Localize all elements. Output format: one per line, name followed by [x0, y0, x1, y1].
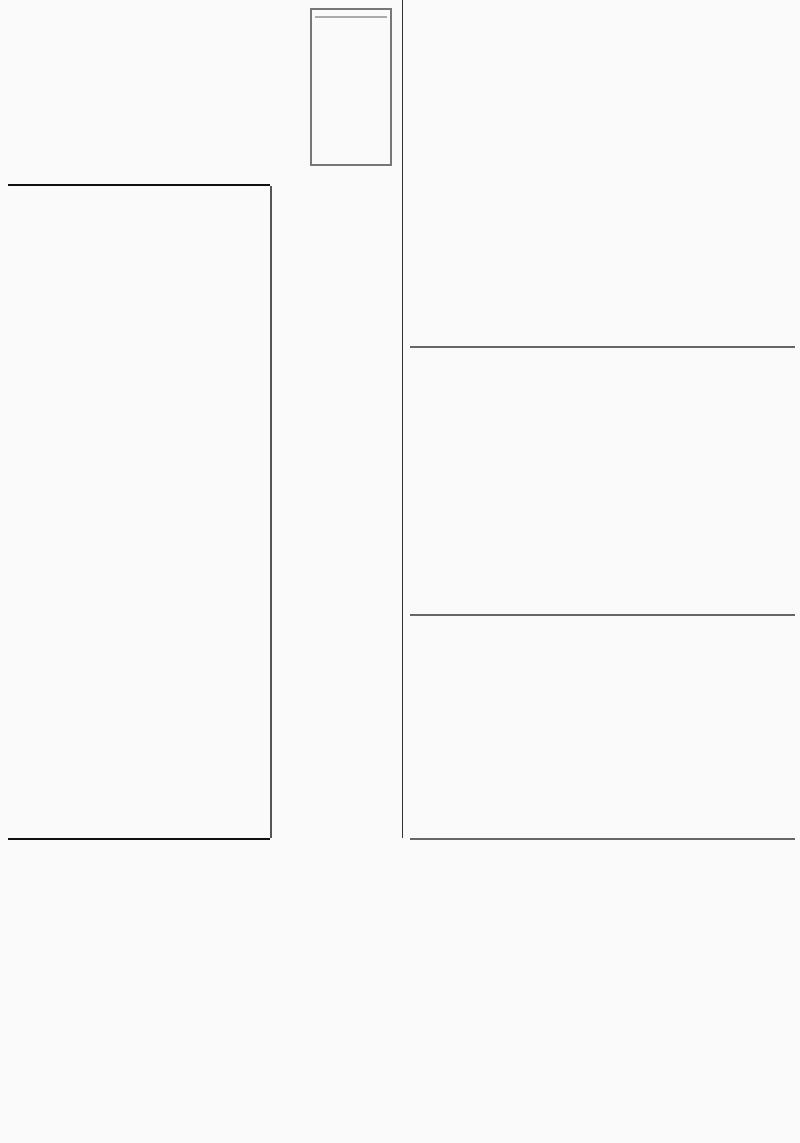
section-divider-li: [410, 614, 795, 616]
newspaper-logo[interactable]: [0, 6, 319, 126]
masthead-divider: [8, 184, 270, 186]
lead-story-column-1c: [8, 684, 263, 834]
column-divider-main: [402, 0, 403, 838]
lead-box-bottom-border: [8, 838, 270, 840]
publisher: [315, 16, 387, 18]
lead-story-column-1: [8, 192, 136, 436]
section-divider-han: [410, 838, 795, 840]
section-divider-xian: [410, 346, 795, 348]
lead-box-right-border: [270, 186, 272, 838]
lead-story-column-1b: [8, 452, 136, 682]
date-box: [310, 8, 392, 166]
